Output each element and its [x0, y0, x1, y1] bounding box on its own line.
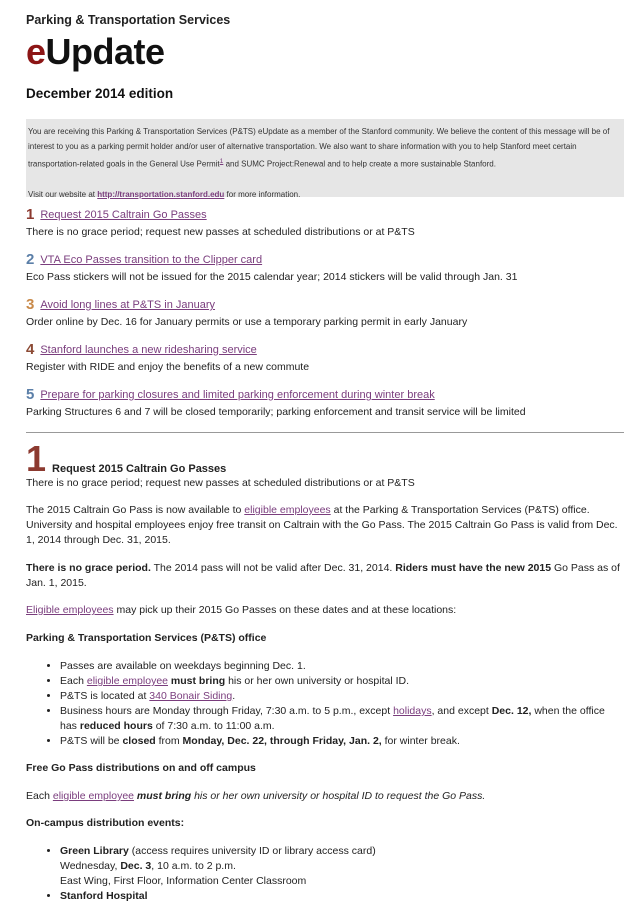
toc-number: 5 — [26, 386, 35, 403]
section-divider — [26, 432, 624, 433]
event-item: • Green Library (access requires university ID or library access card) Wednesday, Dec. 3, 10 a.m. to 2 p.m. East Wing, First Floor, Information Center Classroom — [60, 844, 624, 889]
eligible-employees-link[interactable]: Eligible employees — [26, 604, 114, 616]
on-campus-heading: On-campus distribution events: — [26, 817, 185, 829]
eligible-employee-link[interactable]: eligible employee — [86, 675, 168, 687]
toc-desc: Parking Structures 6 and 7 will be closed temporarily; parking enforcement and transit service will be limited — [26, 406, 526, 418]
toc-number: 3 — [26, 296, 35, 313]
toc-number: 4 — [26, 341, 35, 358]
section-number: 1 — [26, 438, 47, 479]
eligible-employees-link[interactable]: eligible employees — [244, 504, 331, 516]
section-heading — [26, 439, 226, 479]
logo-rest: Update — [45, 31, 165, 72]
toc-link[interactable]: Stanford launches a new ridesharing service — [40, 344, 257, 356]
paragraph-intro: The 2015 Caltrain Go Pass is now available to eligible employees at the Parking & Transportation Services (P&TS) office. University and hospital employees enjoy free transit on Caltrain with the Go Pass. The 2015 Caltrain Go Pass is valid from Dec. 1, 2014 through Dec. 31, 2015. — [26, 504, 618, 546]
event-list — [26, 844, 624, 904]
toc-item — [26, 343, 624, 374]
logo-e: e — [26, 31, 46, 72]
toc-link[interactable]: Avoid long lines at P&TS in January — [40, 299, 216, 311]
toc-link[interactable]: VTA Eco Passes transition to the Clipper card — [40, 254, 263, 266]
toc-item — [26, 388, 624, 419]
toc-desc: Register with RIDE and enjoy the benefits of a new commute — [26, 361, 310, 373]
toc-item — [26, 253, 624, 284]
intro-box — [26, 119, 624, 197]
list-item: • P&TS is located at 340 Bonair Siding. — [60, 689, 624, 704]
section-lead: There is no grace period; request new passes at scheduled distributions or at P&TS — [26, 477, 415, 489]
intro-paragraph: You are receiving this Parking & Transportation Services (P&TS) eUpdate as a member of the Stanford community. We believe the content of this message will be of interest to you as a parking permit holder and/or user of alternative transportation. We also want to share information with you to help Stanford meet certain transportation-related goals in the General Use Permit$^1$ and SUMC Project:Renewal and to help create a more sustainable Stanford. — [28, 127, 610, 169]
list-item: • Each eligible employee must bring his or her own university or hospital ID. — [60, 674, 624, 689]
toc-number: 1 — [26, 206, 35, 223]
address-link[interactable]: 340 Bonair Siding — [149, 690, 233, 702]
eligible-employee-link[interactable]: eligible employee — [52, 790, 134, 802]
list-item: • P&TS will be closed from Monday, Dec. 22, through Friday, Jan. 2, for winter break. — [60, 734, 624, 749]
paragraph-pickup: Eligible employees may pick up their 2015 Go Passes on these dates and at these locations: — [26, 604, 457, 616]
toc-item — [26, 298, 624, 329]
holidays-link[interactable]: holidays — [393, 705, 432, 717]
toc-desc: There is no grace period; request new passes at scheduled distributions or at P&TS — [26, 226, 415, 238]
org-name: Parking & Transportation Services — [26, 13, 231, 27]
website-link[interactable]: http://transportation.stanford.edu — [97, 189, 225, 199]
free-distribution-text: Each eligible employee must bring his or her own university or hospital ID to request the Go Pass. — [26, 790, 486, 802]
toc-item — [26, 208, 624, 239]
list-item: • Passes are available on weekdays beginning Dec. 1. — [60, 659, 624, 674]
toc-desc: Order online by Dec. 16 for January permits or use a temporary parking permit in early January — [26, 316, 468, 328]
office-list — [26, 659, 624, 749]
paragraph-grace: There is no grace period. The 2014 pass will not be valid after Dec. 31, 2014. Riders must have the new 2015 Go Pass as of Jan. 1, 2015. — [26, 562, 620, 589]
toc-desc: Eco Pass stickers will not be issued for the 2015 calendar year; 2014 stickers will be valid through Jan. 31 — [26, 271, 518, 283]
free-distribution-heading: Free Go Pass distributions on and off campus — [26, 762, 256, 774]
toc-number: 2 — [26, 251, 35, 268]
toc-link[interactable]: Prepare for parking closures and limited parking enforcement during winter break — [40, 389, 435, 401]
list-item: • Business hours are Monday through Friday, 7:30 a.m. to 5 p.m., except holidays, and except Dec. 12, when the office has reduced hours of 7:30 a.m. to 11:00 a.m. — [60, 704, 624, 734]
edition-title: December 2014 edition — [26, 86, 174, 101]
eupdate-logo — [26, 30, 165, 74]
office-heading: Parking & Transportation Services (P&TS) office — [26, 632, 267, 644]
intro-website: Visit our website at http://transportation.stanford.edu for more information. — [28, 189, 301, 199]
event-item: • Stanford Hospital — [60, 889, 624, 904]
toc-link[interactable]: Request 2015 Caltrain Go Passes — [40, 209, 207, 221]
section-title: Request 2015 Caltrain Go Passes — [52, 463, 227, 475]
footnote-link[interactable]: 1 — [219, 158, 224, 165]
